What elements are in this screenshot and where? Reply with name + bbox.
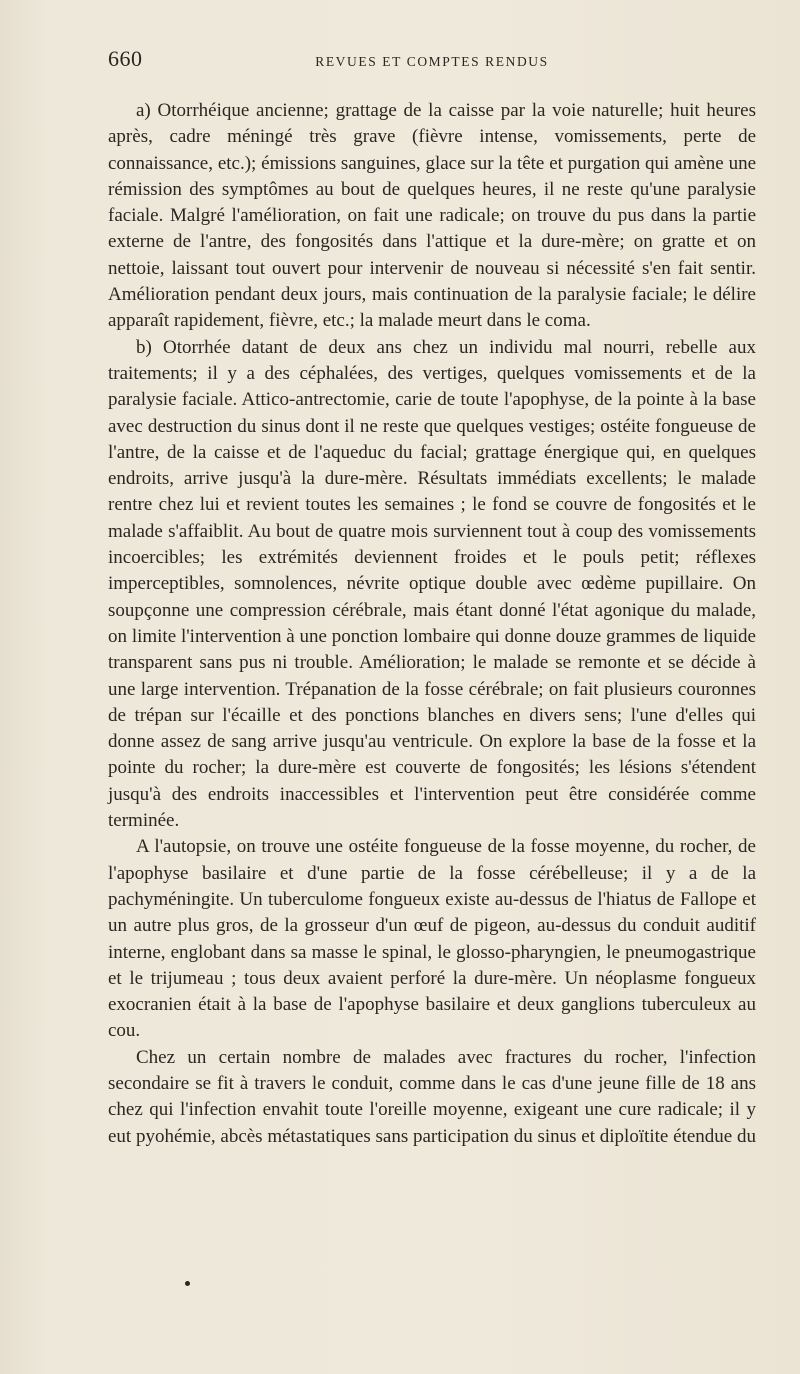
- page-header: [108, 46, 756, 76]
- running-title: REVUES ET COMPTES RENDUS: [315, 54, 549, 69]
- page-number: 660: [108, 46, 143, 71]
- paragraph-case-b: b) Otorrhée datant de deux ans chez un individu mal nourri, rebelle aux traitements; il y a des céphalées, des vertiges, quelques vomissements et de la paralysie faciale. Attico-antrectomie, carie de toute l'apophyse, de la pointe à la base avec destruction du sinus dont il ne reste que quelques vestiges; ostéite fongueuse de l'antre, de la caisse et de l'aqueduc du facial; grattage énergique qui, en quelques endroits, arrive jusqu'à la dure-mère. Résultats immédiats excellents; le malade rentre chez lui et revient toutes les semaines ; le fond se couvre de fongosités et le malade s'affaiblit. Au bout de quatre mois surviennent tout à coup des vomissements incoercibles; les extrémités deviennent froides et le pouls petit; réflexes imperceptibles, somnolences, névrite optique double avec œdème pupillaire. On soupçonne une compression cérébrale, mais étant donné l'état agonique du malade, on limite l'intervention à une ponction lombaire qui donne douze grammes de liquide transparent sans pus ni trouble. Amélioration; le malade se remonte et se décide à une large intervention. Trépanation de la fosse cérébrale; on fait plusieurs couronnes de trépan sur l'écaille et des ponctions blanches en divers sens; l'une d'elles qui donne assez de sang arrive jusqu'au ventricule. On explore la base de la fosse et la pointe du rocher; la dure-mère est couverte de fongosités; les lésions s'étendent jusqu'à des endroits inaccessibles et l'intervention peut être considérée comme terminée.: [108, 336, 756, 832]
- ink-speck: [185, 1281, 190, 1286]
- paragraph-case-a: a) Otorrhéique ancienne; grattage de la caisse par la voie naturelle; huit heures après, cadre méningé très grave (fièvre intense, vomissements, perte de connaissance, etc.); émissions sanguines, glace sur la tête et purgation qui amène une rémission des symptômes au bout de quelques heures, il ne reste qu'une paralysie faciale. Malgré l'amélioration, on fait une radicale; on trouve du pus dans la partie externe de l'antre, des fongosités dans l'attique et la dure-mère; on gratte et on nettoie, laissant tout ouvert pour intervenir de nouveau si nécessité s'en fait sentir. Amélioration pendant deux jours, mais continuation de la paralysie faciale; le délire apparaît rapidement, fièvre, etc.; la malade meurt dans le coma.: [108, 100, 756, 332]
- body-text: [108, 98, 756, 1150]
- paragraph-autopsy: A l'autopsie, on trouve une ostéite fongueuse de la fosse moyenne, du rocher, de l'apophyse basilaire et d'une partie de la fosse cérébelleuse; il y a de la pachyméningite. Un tuberculome fongueux existe au-dessus de l'hiatus de Fallope et un autre plus gros, de la grosseur d'un œuf de pigeon, au-dessus du conduit auditif interne, englobant dans sa masse le spinal, le glosso-pharyngien, le pneumogastrique et le trijumeau ; tous deux avaient perforé la dure-mère. Un néoplasme fongueux exocranien était à la base de l'apophyse basilaire et deux ganglions tuberculeux au cou.: [108, 836, 756, 1042]
- paragraph-fractures: Chez un certain nombre de malades avec fractures du rocher, l'infection secondaire se fit à travers le conduit, comme dans le cas d'une jeune fille de 18 ans chez qui l'infection envahit toute l'oreille moyenne, exigeant une cure radicale; il y eut pyohémie, abcès métastatiques sans participation du sinus et diploïtite étendue du: [108, 1046, 756, 1147]
